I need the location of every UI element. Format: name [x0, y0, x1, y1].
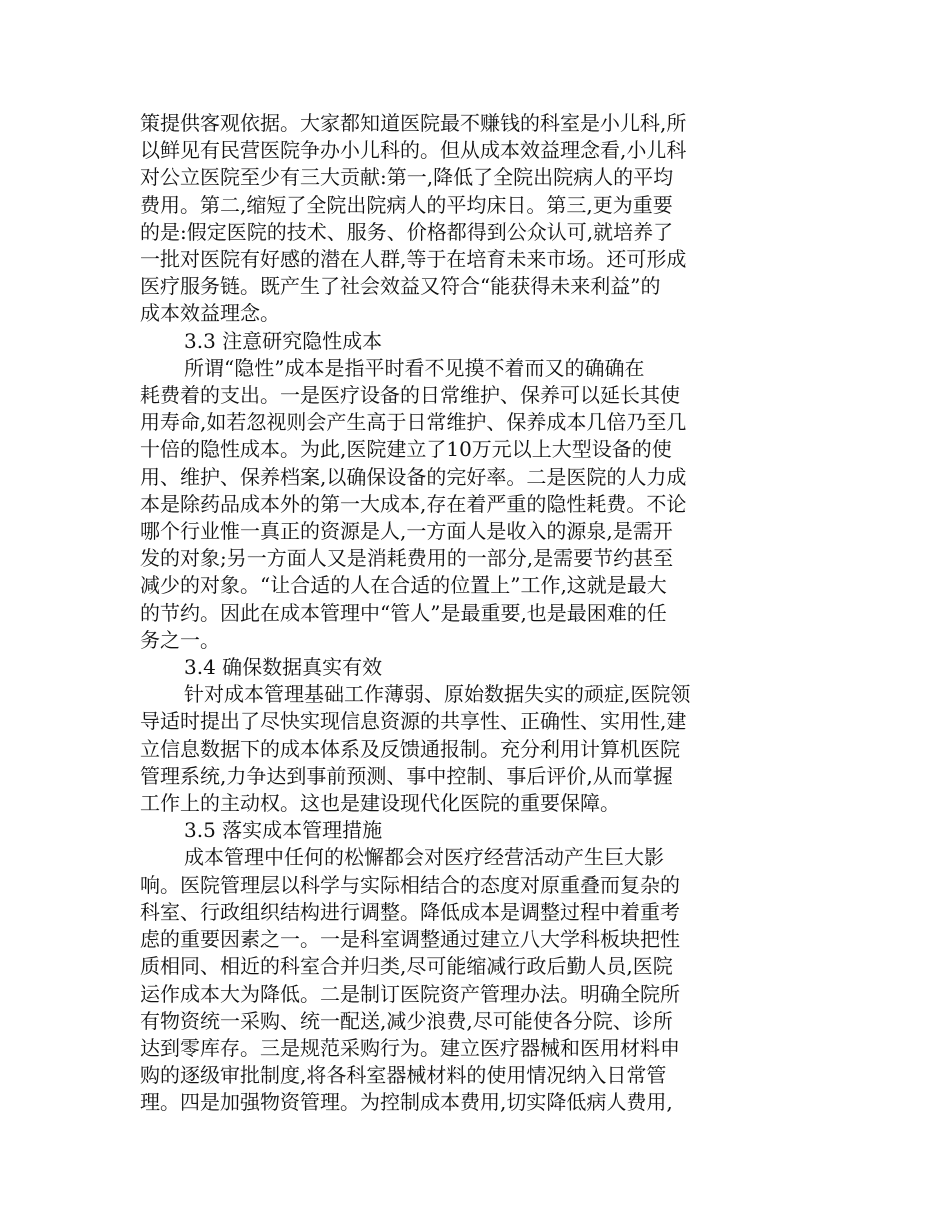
paragraph-line: 针对成本管理基础工作薄弱、原始数据失实的顽症,医院领	[184, 682, 691, 707]
paragraph-line: 对公立医院至少有三大贡献:第一,降低了全院出院病人的平均	[140, 165, 674, 190]
section-heading: 3.5 落实成本管理措施	[184, 818, 383, 843]
paragraph-line: 运作成本大为降低。二是制订医院资产管理办法。明确全院所	[140, 981, 680, 1006]
paragraph-line: 购的逐级审批制度,将各科室器械材料的使用情况纳入日常管	[140, 1063, 667, 1088]
paragraph-line: 哪个行业惟一真正的资源是人,一方面人是收入的源泉,是需开	[140, 519, 673, 544]
paragraph-line: 质相同、相近的科室合并归类,尽可能缩减行政后勤人员,医院	[140, 954, 673, 979]
paragraph-line: 医疗服务链。既产生了社会效益又符合“能获得未来利益”的	[140, 274, 661, 299]
paragraph-line: 耗费着的支出。一是医疗设备的日常维护、保养可以延长其使	[140, 383, 680, 408]
paragraph-line: 的是:假定医院的技术、服务、价格都得到公众认可,就培养了	[140, 219, 674, 244]
paragraph-line: 费用。第二,缩短了全院出院病人的平均床日。第三,更为重要	[140, 192, 673, 217]
paragraph-line: 工作上的主动权。这也是建设现代化医院的重要保障。	[140, 791, 620, 816]
paragraph-line: 达到零库存。三是规范采购行为。建立医疗器械和医用材料申	[140, 1035, 680, 1060]
paragraph-line: 发的对象;另一方面人又是消耗费用的一部分,是需要节约甚至	[140, 546, 674, 571]
document-page	[140, 110, 750, 1117]
paragraph-line: 虑的重要因素之一。一是科室调整通过建立八大学科板块把性	[140, 927, 680, 952]
section-heading: 3.3 注意研究隐性成本	[184, 328, 383, 353]
paragraph-line: 一批对医院有好感的潜在人群,等于在培育未来市场。还可形成	[140, 247, 687, 272]
paragraph-line: 本是除药品成本外的第一大成本,存在着严重的隐性耗费。不论	[140, 491, 687, 516]
paragraph-line: 所谓“隐性”成本是指平时看不见摸不着而又的确确在	[184, 355, 645, 380]
paragraph-line: 减少的对象。“让合适的人在合适的位置上”工作,这就是最大	[140, 573, 667, 598]
paragraph-line: 策提供客观依据。大家都知道医院最不赚钱的科室是小儿科,所	[140, 111, 687, 135]
paragraph-line: 以鲜见有民营医院争办小儿科的。但从成本效益理念看,小儿科	[140, 138, 687, 163]
paragraph-line: 立信息数据下的成本体系及反馈通报制。充分利用计算机医院	[140, 736, 680, 761]
paragraph-line: 的节约。因此在成本管理中“管人”是最重要,也是最困难的任	[140, 600, 667, 625]
paragraph-line: 用寿命,如若忽视则会产生高于日常维护、保养成本几倍乃至几	[140, 410, 687, 435]
paragraph-line: 十倍的隐性成本。为此,医院建立了10万元以上大型设备的使	[140, 437, 672, 462]
paragraph-line: 导适时提出了尽快实现信息资源的共享性、正确性、实用性,建	[140, 709, 687, 734]
section-heading: 3.4 确保数据真实有效	[184, 655, 383, 680]
paragraph-line: 成本管理中任何的松懈都会对医疗经营活动产生巨大影	[184, 845, 664, 870]
paragraph-line: 有物资统一采购、统一配送,减少浪费,尽可能使各分院、诊所	[140, 1008, 673, 1033]
paragraph-line: 用、维护、保养档案,以确保设备的完好率。二是医院的人力成	[140, 464, 687, 489]
paragraph-line: 科室、行政组织结构进行调整。降低成本是调整过程中着重考	[140, 899, 680, 924]
paragraph-line: 成本效益理念。	[140, 301, 280, 326]
paragraph-line: 响。医院管理层以科学与实际相结合的态度对原重叠而复杂的	[140, 872, 680, 897]
paragraph-line: 理。四是加强物资管理。为控制成本费用,切实降低病人费用,	[140, 1090, 673, 1115]
paragraph-line: 务之一。	[140, 627, 220, 652]
paragraph-line: 管理系统,力争达到事前预测、事中控制、事后评价,从而掌握	[140, 763, 673, 788]
